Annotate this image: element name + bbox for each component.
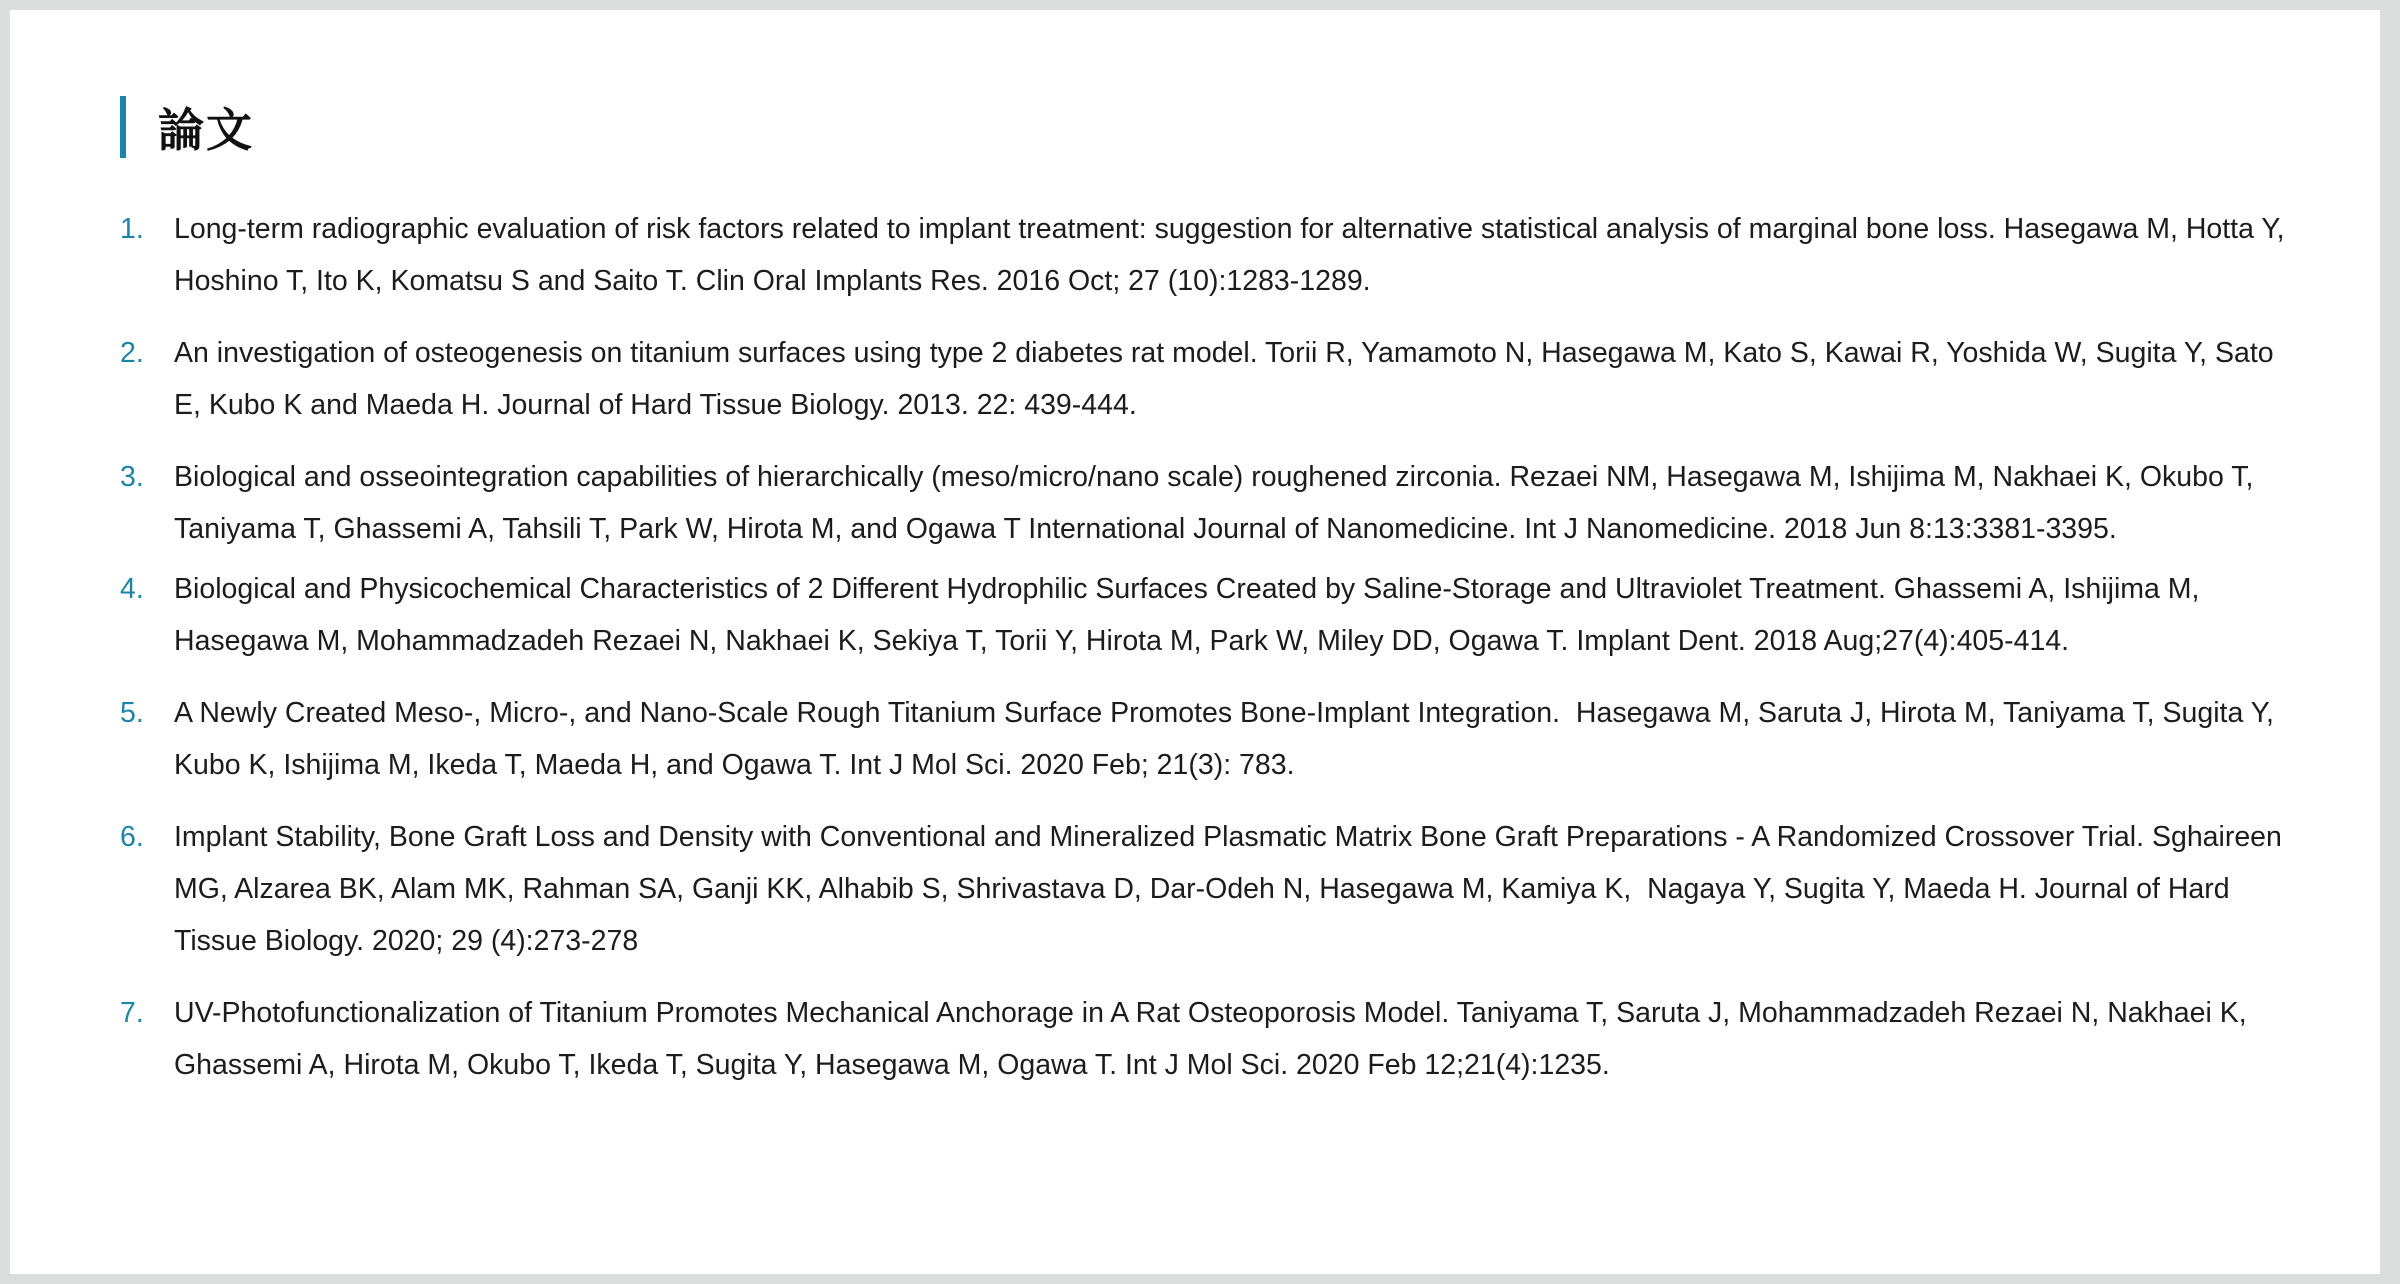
publication-item	[120, 327, 2305, 431]
publication-citation: Biological and Physicochemical Characteristics of 2 Different Hydrophilic Surfaces Created by Saline-Storage and Ultraviolet Treatment. Ghassemi A, Ishijima M, Hasegawa M, Mohammadzadeh Rezaei N, Nakhaei K, Sekiya T, Torii Y, Hirota M, Park W, Miley DD, Ogawa T. Implant Dent. 2018 Aug;27(4):405-414.	[174, 573, 2208, 657]
publication-citation: Implant Stability, Bone Graft Loss and Density with Conventional and Mineralized Plasmatic Matrix Bone Graft Preparations - A Randomized Crossover Trial. Sghaireen MG, Alzarea BK, Alam MK, Rahman SA, Ganji KK, Alhabib S, Shrivastava D, Dar-Odeh N, Hasegawa M, Kamiya K, Nagaya Y, Sugita Y, Maeda H. Journal of Hard Tissue Biology. 2020; 29 (4):273-278	[174, 821, 2290, 957]
publication-item	[120, 687, 2305, 791]
section-heading	[120, 96, 254, 158]
content-card	[10, 10, 2380, 1274]
publication-number: 3.	[120, 461, 144, 493]
publication-number: 1.	[120, 213, 144, 245]
publication-item	[120, 203, 2305, 307]
publication-item	[120, 811, 2305, 967]
publication-citation: A Newly Created Meso-, Micro-, and Nano-Scale Rough Titanium Surface Promotes Bone-Implant Integration. Hasegawa M, Saruta J, Hirota M, Taniyama T, Sugita Y, Kubo K, Ishijima M, Ikeda T, Maeda H, and Ogawa T. Int J Mol Sci. 2020 Feb; 21(3): 783.	[174, 697, 2282, 781]
publication-citation: UV-Photofunctionalization of Titanium Promotes Mechanical Anchorage in A Rat Osteoporosis Model. Taniyama T, Saruta J, Mohammadzadeh Rezaei N, Nakhaei K, Ghassemi A, Hirota M, Okubo T, Ikeda T, Sugita Y, Hasegawa M, Ogawa T. Int J Mol Sci. 2020 Feb 12;21(4):1235.	[174, 997, 2255, 1081]
publication-citation: An investigation of osteogenesis on titanium surfaces using type 2 diabetes rat model. Torii R, Yamamoto N, Hasegawa M, Kato S, Kawai R, Yoshida W, Sugita Y, Sato E, Kubo K and Maeda H. Journal of Hard Tissue Biology. 2013. 22: 439-444.	[174, 337, 2282, 421]
publication-number: 2.	[120, 337, 144, 369]
publication-number: 4.	[120, 573, 144, 605]
publication-number: 7.	[120, 997, 144, 1029]
publication-number: 5.	[120, 697, 144, 729]
publication-citation: Biological and osseointegration capabilities of hierarchically (meso/micro/nano scale) roughened zirconia. Rezaei NM, Hasegawa M, Ishijima M, Nakhaei K, Okubo T, Taniyama T, Ghassemi A, Tahsili T, Park W, Hirota M, and Ogawa T International Journal of Nanomedicine. Int J Nanomedicine. 2018 Jun 8:13:3381-3395.	[174, 461, 2261, 545]
publication-item	[120, 563, 2305, 667]
publication-list	[120, 203, 2305, 1111]
publication-citation: Long-term radiographic evaluation of risk factors related to implant treatment: suggestion for alternative statistical analysis of marginal bone loss. Hasegawa M, Hotta Y, Hoshino T, Ito K, Komatsu S and Saito T. Clin Oral Implants Res. 2016 Oct; 27 (10):1283-1289.	[174, 213, 2293, 297]
page-title: 論文	[158, 103, 254, 157]
publication-item	[120, 987, 2305, 1091]
heading-accent-bar	[120, 96, 126, 158]
publication-item	[120, 451, 2305, 555]
publication-number: 6.	[120, 821, 144, 853]
